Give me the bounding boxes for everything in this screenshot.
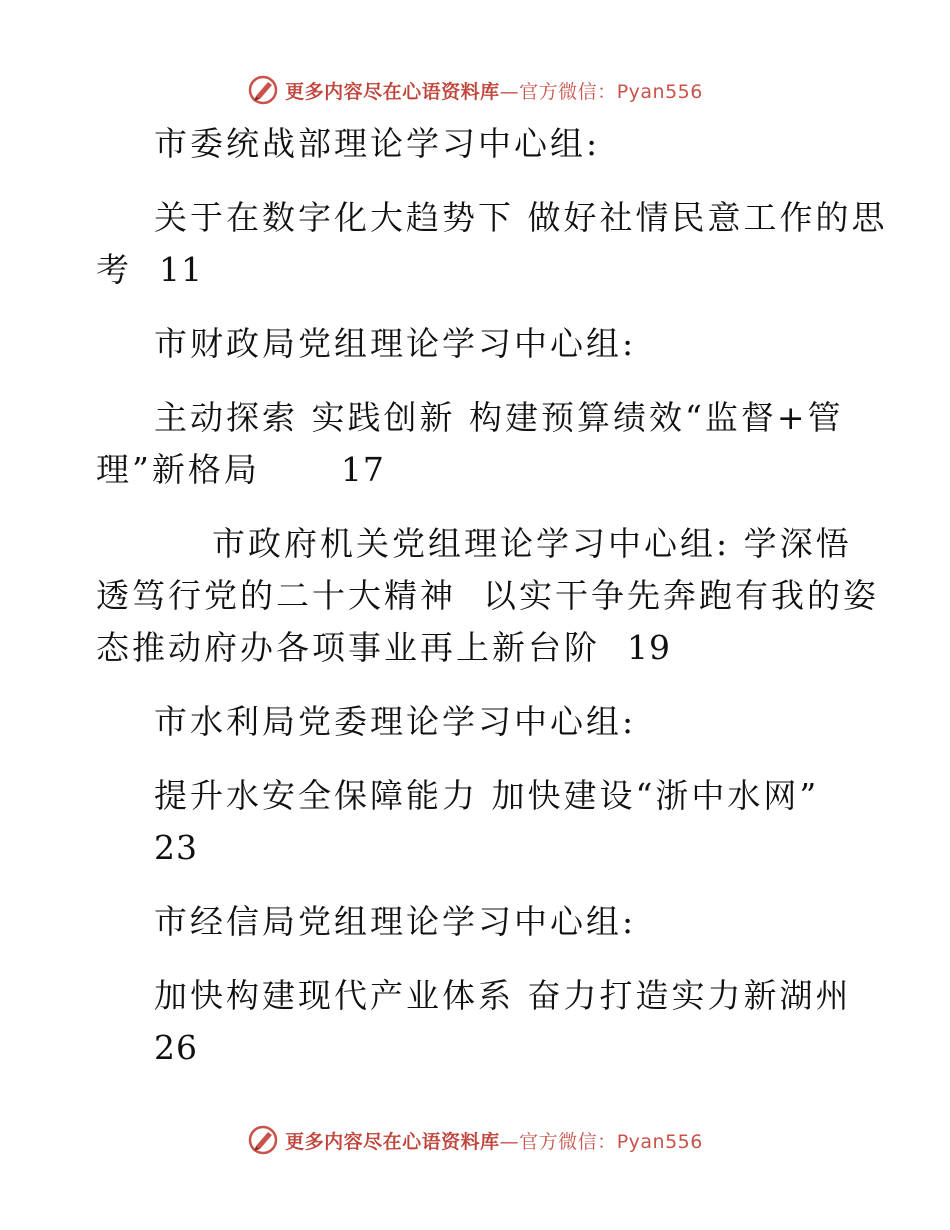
toc-content bbox=[96, 118, 888, 1096]
toc-title bbox=[96, 192, 888, 296]
banner-wechat-label: 官方微信： bbox=[519, 80, 617, 103]
toc-org: 市水利局党委理论学习中心组: bbox=[154, 702, 637, 741]
toc-org: 市委统战部理论学习中心组: bbox=[154, 124, 601, 163]
toc-entry bbox=[96, 896, 856, 948]
toc-title-line: 主动探索 实践创新 构建预算绩效“监督+管 bbox=[154, 398, 844, 437]
toc-title-line: 提升水安全保障能力 加快建设“浙中水网” bbox=[154, 776, 820, 815]
toc-org: 市财政局党组理论学习中心组: bbox=[154, 324, 637, 363]
banner-main-text: 更多内容尽在心语资料库 bbox=[285, 1130, 500, 1153]
page-number: 11 bbox=[158, 250, 203, 289]
page-number: 23 bbox=[154, 828, 198, 867]
banner-dash: — bbox=[499, 1130, 520, 1153]
pen-logo-icon bbox=[247, 1124, 279, 1156]
toc-title-line: 关于在数字化大趋势下 做好社情民意工作的思 bbox=[154, 198, 888, 237]
toc-title bbox=[96, 392, 856, 496]
toc-entry bbox=[96, 696, 856, 748]
toc-title-line: 理”新格局 17 bbox=[96, 450, 385, 489]
pen-logo-icon bbox=[247, 74, 279, 106]
toc-title-line: 市政府机关党组理论学习中心组: 学深悟 bbox=[212, 524, 852, 563]
page-number: 19 bbox=[626, 628, 671, 667]
banner-wechat-id: Pyan556 bbox=[616, 1130, 703, 1153]
toc-title-line: 态推动府办各项事业再上新台阶 19 bbox=[96, 628, 671, 667]
banner-main-text: 更多内容尽在心语资料库 bbox=[285, 80, 500, 103]
toc-title-line: 考 11 bbox=[96, 250, 203, 289]
banner-text bbox=[285, 1127, 703, 1154]
page-number: 26 bbox=[154, 1028, 198, 1067]
toc-title-line: 透笃行党的二十大精神 以实干争先奔跑有我的姿 bbox=[96, 576, 879, 615]
toc-entry bbox=[96, 318, 856, 370]
banner-wechat-label: 官方微信： bbox=[519, 1130, 617, 1153]
toc-entry bbox=[96, 518, 879, 674]
toc-title-line: 加快构建现代产业体系 奋力打造实力新湖州 bbox=[154, 976, 852, 1015]
banner-wechat-id: Pyan556 bbox=[616, 80, 703, 103]
page-number: 17 bbox=[340, 450, 385, 489]
footer-banner bbox=[0, 1120, 950, 1160]
banner-dash: — bbox=[499, 80, 520, 103]
toc-entry bbox=[96, 118, 856, 170]
banner-text bbox=[285, 77, 703, 104]
toc-org: 市经信局党组理论学习中心组: bbox=[154, 902, 637, 941]
toc-title bbox=[96, 770, 856, 874]
header-banner bbox=[0, 70, 950, 110]
toc-title bbox=[96, 970, 856, 1074]
